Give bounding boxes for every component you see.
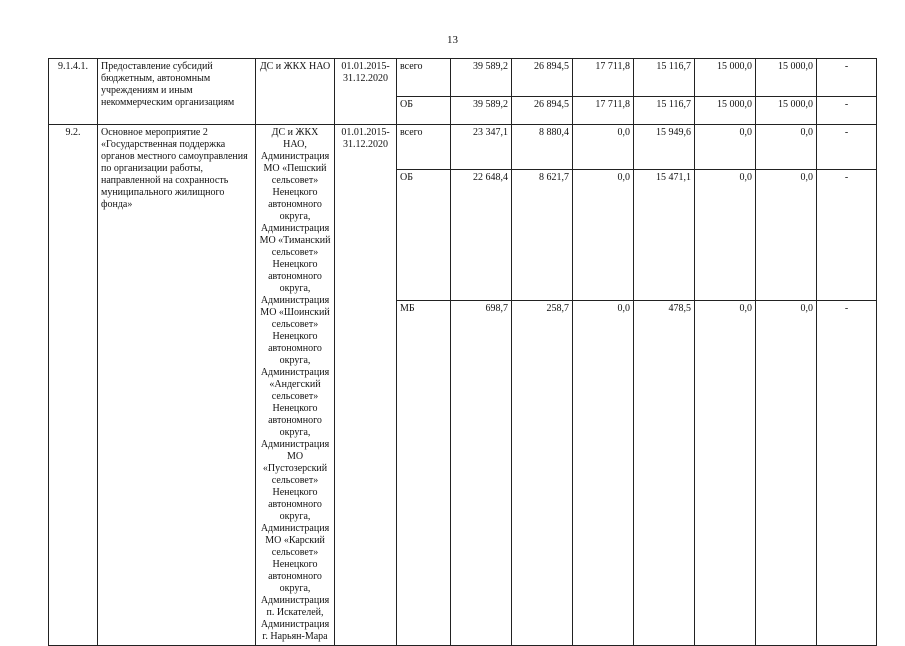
note-cell: -	[817, 125, 877, 170]
value-cell: 8 621,7	[512, 169, 573, 301]
value-cell: 17 711,8	[573, 59, 634, 97]
row-code: 9.2.	[49, 125, 98, 646]
value-cell: 8 880,4	[512, 125, 573, 170]
value-cell: 26 894,5	[512, 59, 573, 97]
value-cell: 17 711,8	[573, 97, 634, 125]
value-cell: 0,0	[756, 125, 817, 170]
note-cell: -	[817, 169, 877, 301]
value-cell: 15 000,0	[756, 97, 817, 125]
row-name: Основное мероприятие 2 «Государственная поддержка органов местного самоуправления по организации работы, направленной на сохранность муниципального жилищного фонда»	[98, 125, 256, 646]
row-responsible: ДС и ЖКХ НАО, Администрация МО «Пешский сельсовет» Ненецкого автономного округа, Администрация МО «Тиманский сельсовет» Ненецкого автономного округа, Администрация МО «Шоинский сельсовет» Ненецкого автономного округа, Администрация «Андегский сельсовет» Ненецкого автономного округа, Администрация МО «Пустозерский сельсовет» Ненецкого автономного округа, Администрация МО «Карский сельсовет» Ненецкого автономного округа, Администрация п. Искателей, Администрация г. Нарьян-Мара	[256, 125, 335, 646]
value-cell: 15 000,0	[695, 59, 756, 97]
value-cell: 0,0	[573, 301, 634, 646]
value-cell: 15 949,6	[634, 125, 695, 170]
note-cell: -	[817, 97, 877, 125]
value-cell: 39 589,2	[451, 97, 512, 125]
value-cell: 15 116,7	[634, 97, 695, 125]
value-cell: 698,7	[451, 301, 512, 646]
source-label: всего	[397, 125, 451, 170]
row-period: 01.01.2015-31.12.2020	[335, 125, 397, 646]
table-row	[49, 125, 877, 170]
row-responsible: ДС и ЖКХ НАО	[256, 59, 335, 125]
value-cell: 22 648,4	[451, 169, 512, 301]
value-cell: 23 347,1	[451, 125, 512, 170]
value-cell: 15 000,0	[756, 59, 817, 97]
value-cell: 0,0	[756, 169, 817, 301]
value-cell: 0,0	[573, 169, 634, 301]
value-cell: 478,5	[634, 301, 695, 646]
source-label: ОБ	[397, 97, 451, 125]
value-cell: 15 000,0	[695, 97, 756, 125]
value-cell: 39 589,2	[451, 59, 512, 97]
source-label: ОБ	[397, 169, 451, 301]
value-cell: 15 471,1	[634, 169, 695, 301]
row-code: 9.1.4.1.	[49, 59, 98, 125]
source-label: МБ	[397, 301, 451, 646]
page-number: 13	[447, 34, 458, 46]
row-name: Предоставление субсидий бюджетным, автономным учреждениям и иным некоммерческим организациям	[98, 59, 256, 125]
value-cell: 26 894,5	[512, 97, 573, 125]
value-cell: 15 116,7	[634, 59, 695, 97]
note-cell: -	[817, 301, 877, 646]
note-cell: -	[817, 59, 877, 97]
value-cell: 0,0	[573, 125, 634, 170]
value-cell: 258,7	[512, 301, 573, 646]
value-cell: 0,0	[695, 301, 756, 646]
row-period: 01.01.2015-31.12.2020	[335, 59, 397, 125]
source-label: всего	[397, 59, 451, 97]
value-cell: 0,0	[695, 169, 756, 301]
table-row	[49, 59, 877, 97]
program-table	[48, 58, 877, 646]
value-cell: 0,0	[695, 125, 756, 170]
value-cell: 0,0	[756, 301, 817, 646]
